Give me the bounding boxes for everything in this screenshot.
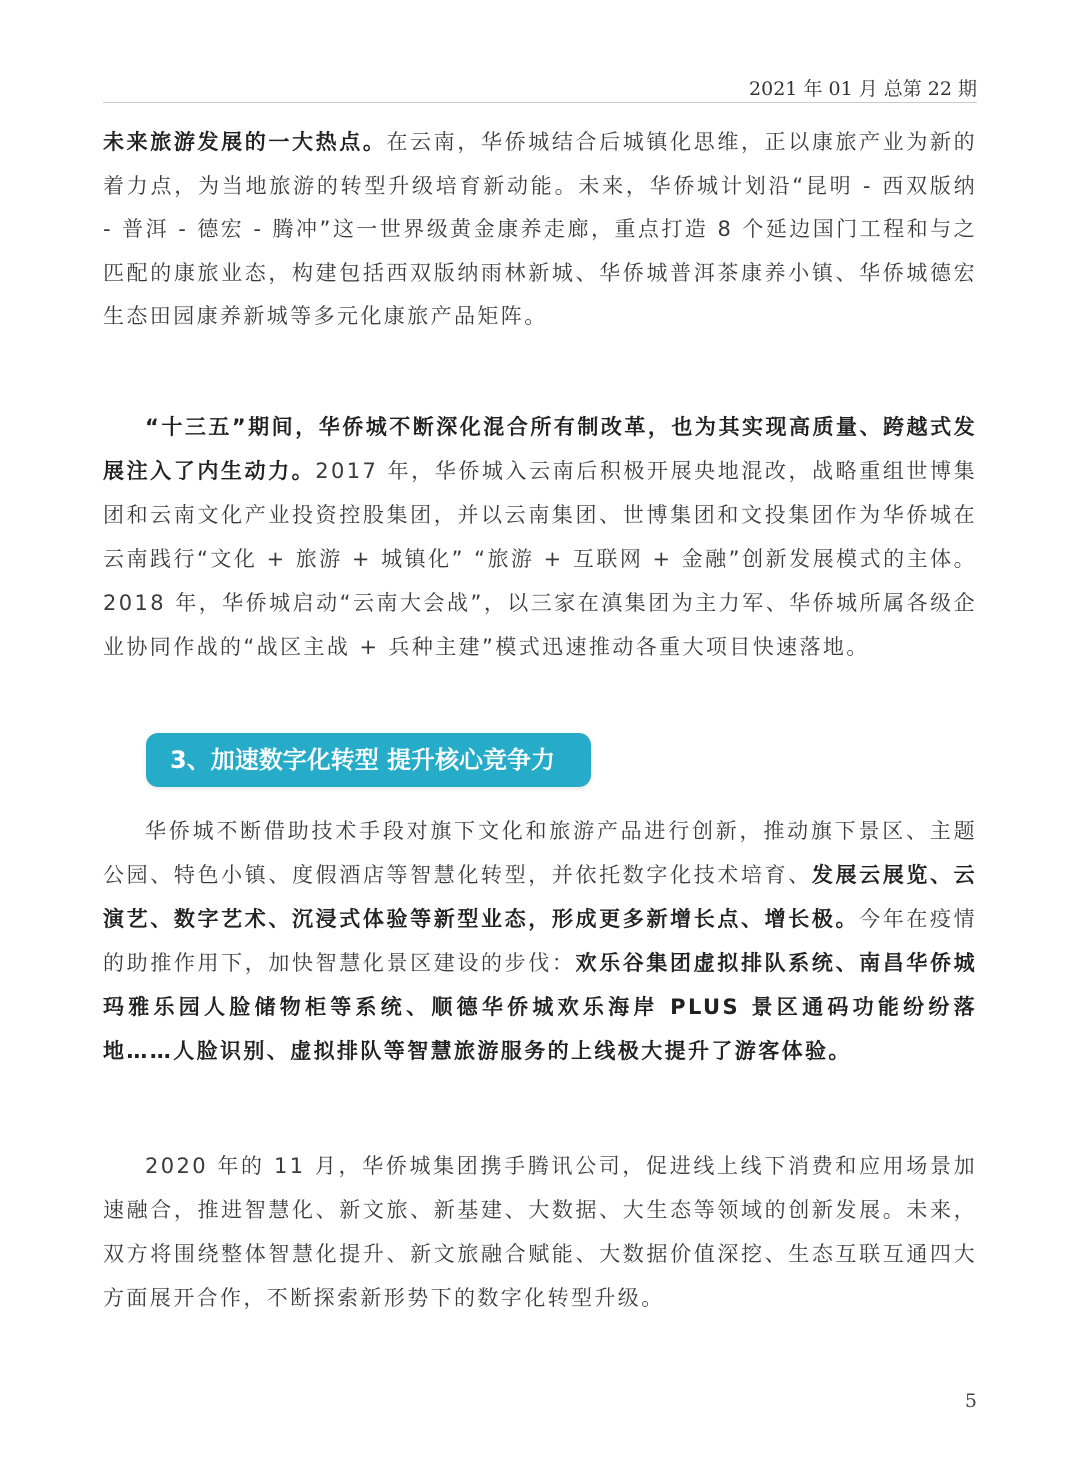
issue-header: 2021 年 01 月 总第 22 期 — [749, 78, 977, 100]
paragraph-1-text: 在云南，华侨城结合后城镇化思维，正以康旅产业为新的着力点，为当地旅游的转型升级培育新动能。未来，华侨城计划沿“昆明 - 西双版纳 - 普洱 - 德宏 - 腾冲”这一世界级黄金康养走廊，重点打造 8 个延边国门工程和与之匹配的康旅业态，构建包括西双版纳雨林新城、华侨城普洱茶康养小镇、华侨城德宏生态田园康养新城等多元化康旅产品矩阵。 — [103, 130, 977, 328]
paragraph-1 — [103, 121, 977, 339]
paragraph-3-text-a: 华侨城不断借助技术手段对旗下文化和旅游产品进行创新，推动旗下景区、主题公园、特色小镇、度假酒店等智慧化转型，并依托数字化技术培育、 — [103, 819, 977, 887]
paragraph-3-text-b: 今年在疫情的助推作用下，加快智慧化景区建设的步伐： — [103, 907, 978, 975]
paragraph-3-bold-a: 发展云展览、云演艺、数字艺术、沉浸式体验等新型业态，形成更多新增长点、增长极。 — [103, 863, 977, 931]
paragraph-4-text: 2020 年的 11 月，华侨城集团携手腾讯公司，促进线上线下消费和应用场景加速融合，推进智慧化、新文旅、新基建、大数据、大生态等领域的创新发展。未来，双方将围绕整体智慧化提升、新文旅融合赋能、大数据价值深挖、生态互联互通四大方面展开合作，不断探索新形势下的数字化转型升级。 — [103, 1154, 977, 1310]
paragraph-3-bold-b: 欢乐谷集团虚拟排队系统、南昌华侨城玛雅乐园人脸储物柜等系统、顺德华侨城欢乐海岸 PLUS 景区通码功能纷纷落地……人脸识别、虚拟排队等智慧旅游服务的上线极大提升了游客体验。 — [103, 951, 977, 1063]
paragraph-2 — [103, 405, 977, 669]
paragraph-3 — [103, 809, 977, 1073]
page-number: 5 — [964, 1390, 977, 1412]
header-divider — [103, 102, 977, 103]
paragraph-2-bold-lead: “十三五”期间，华侨城不断深化混合所有制改革，也为其实现高质量、跨越式发展注入了内生动力。 — [103, 415, 977, 483]
section-heading: 3、加速数字化转型 提升核心竞争力 — [146, 733, 591, 787]
paragraph-1-bold-lead: 未来旅游发展的一大热点。 — [103, 130, 387, 154]
paragraph-2-text: 2017 年，华侨城入云南后积极开展央地混改，战略重组世博集团和云南文化产业投资控股集团，并以云南集团、世博集团和文投集团作为华侨城在云南践行“文化 + 旅游 + 城镇化” “旅游 + 互联网 + 金融”创新发展模式的主体。2018 年，华侨城启动“云南大会战”，以三家在滇集团为主力军、华侨城所属各级企业协同作战的“战区主战 + 兵种主建”模式迅速推动各重大项目快速落地。 — [103, 459, 977, 659]
paragraph-4 — [103, 1144, 977, 1320]
